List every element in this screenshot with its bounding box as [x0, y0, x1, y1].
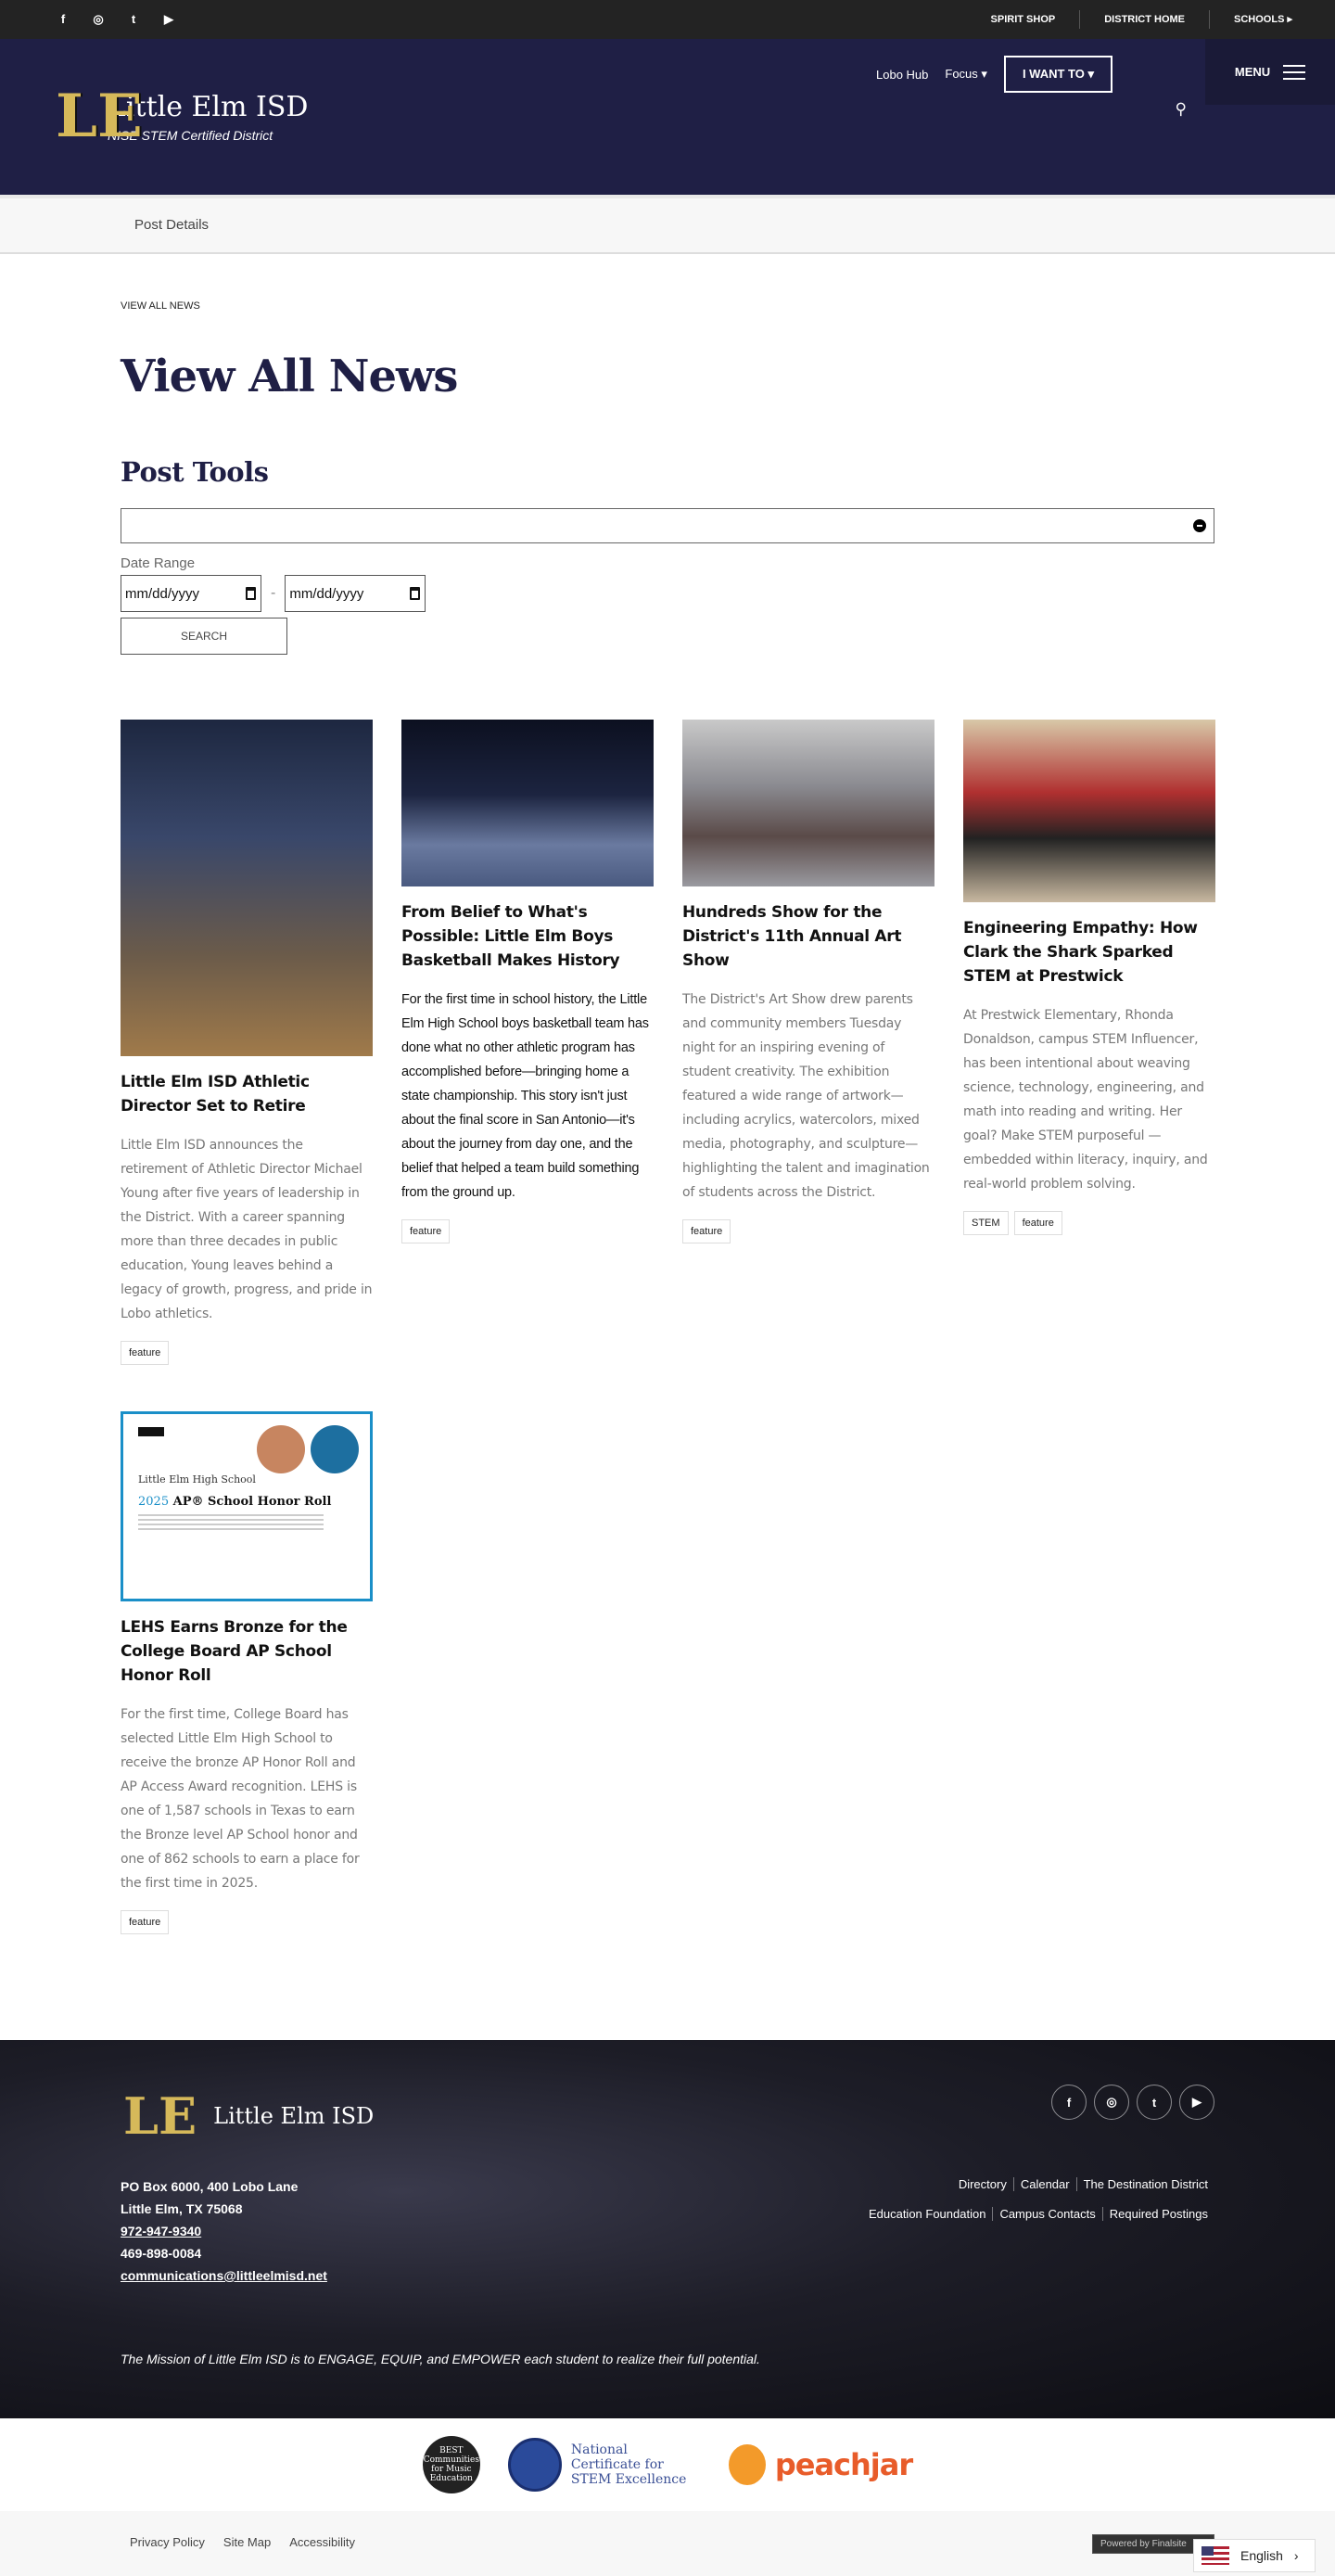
news-image[interactable]	[682, 720, 934, 886]
directory-link[interactable]: Directory	[958, 2177, 1007, 2191]
news-title[interactable]: LEHS Earns Bronze for the College Board AP School Honor Roll	[121, 1618, 348, 1685]
email-link[interactable]: communications@littleelmisd.net	[121, 2268, 327, 2283]
calendar-icon[interactable]	[410, 587, 420, 600]
tag[interactable]: feature	[121, 1341, 169, 1365]
chevron-right-icon: ›	[1293, 2548, 1299, 2563]
news-grid	[121, 720, 1214, 1981]
destination-district-link[interactable]: The Destination District	[1076, 2177, 1214, 2191]
education-foundation-link[interactable]: Education Foundation	[868, 2207, 986, 2221]
start-date-input[interactable]: mm/dd/yyyy	[121, 575, 261, 612]
calendar-link[interactable]: Calendar	[1013, 2177, 1076, 2191]
footer-links	[862, 2170, 1214, 2229]
tag[interactable]: feature	[121, 1910, 169, 1934]
news-title[interactable]: Little Elm ISD Athletic Director Set to Retire	[121, 1073, 310, 1116]
post-tools-heading: Post Tools	[121, 456, 269, 488]
search-icon[interactable]: ⚲	[1175, 100, 1187, 118]
search-button[interactable]: SEARCH	[121, 618, 287, 655]
tag[interactable]: feature	[401, 1219, 450, 1243]
footer-social	[1051, 2085, 1214, 2120]
powered-by-finalsite[interactable]: Powered by Finalsite	[1092, 2534, 1214, 2554]
youtube-icon[interactable]: ▶	[164, 12, 173, 26]
address-line: PO Box 6000, 400 Lobo Lane	[121, 2179, 299, 2194]
footer-district-name: Little Elm ISD	[213, 2103, 375, 2129]
privacy-policy-link[interactable]: Privacy Policy	[130, 2535, 205, 2549]
home-logo-link[interactable]	[48, 78, 308, 156]
image-caption: AP® School Honor Roll	[172, 1495, 332, 1509]
language-label: English	[1240, 2548, 1283, 2563]
contact-info	[121, 2175, 327, 2287]
breadcrumb: Post Details	[0, 195, 1335, 254]
address-line: Little Elm, TX 75068	[121, 2201, 243, 2216]
schools-dropdown[interactable]: SCHOOLS ▸	[1209, 10, 1316, 29]
date-range-label: Date Range	[121, 555, 196, 571]
twitter-icon[interactable]: t	[131, 12, 136, 26]
us-flag-icon	[1202, 2546, 1229, 2565]
menu-label: MENU	[1234, 65, 1271, 79]
tag[interactable]: feature	[1014, 1211, 1062, 1235]
lobo-hub-link[interactable]: Lobo Hub	[876, 67, 929, 82]
calendar-icon[interactable]	[246, 587, 256, 600]
site-map-link[interactable]: Site Map	[222, 2535, 272, 2549]
campus-contacts-link[interactable]: Campus Contacts	[992, 2207, 1101, 2221]
news-title[interactable]: Engineering Empathy: How Clark the Shark Sparked STEM at Prestwick	[963, 919, 1198, 986]
page-title: View All News	[121, 351, 458, 402]
facebook-icon[interactable]: f	[1051, 2085, 1087, 2120]
nise-seal-icon	[508, 2438, 562, 2492]
district-tagline: NISE STEM Certified District	[108, 128, 273, 143]
peach-icon	[729, 2444, 766, 2485]
news-summary: The District's Art Show drew parents and community members Tuesday night for an inspiring evening of student creativity. The exhibition featured a wide range of artwork—including acrylics, watercolors, mixed media, photography, and sculpture—highlighting the talent and imagination of students across the District.	[682, 992, 930, 1200]
accessibility-link[interactable]: Accessibility	[289, 2535, 356, 2549]
district-home-link[interactable]: DISTRICT HOME	[1079, 10, 1209, 29]
youtube-icon[interactable]: ▶	[1179, 2085, 1214, 2120]
required-postings-link[interactable]: Required Postings	[1102, 2207, 1214, 2221]
phone-link[interactable]: 972-947-9340	[121, 2224, 202, 2238]
section-eyebrow[interactable]: VIEW ALL NEWS	[121, 300, 200, 312]
best-communities-badge[interactable]: BEST Communities for Music Education	[423, 2436, 480, 2493]
nise-text: National Certificate for STEM Excellence	[570, 2442, 687, 2487]
footer-logo-mark: LE	[123, 2086, 197, 2146]
district-logo: LE	[56, 82, 143, 151]
peachjar-text: peachjar	[774, 2447, 913, 2482]
news-image[interactable]	[963, 720, 1215, 902]
tag[interactable]: STEM	[963, 1211, 1009, 1235]
mission-statement: The Mission of Little Elm ISD is to ENGAGE, EQUIP, and EMPOWER each student to realize their full potential.	[121, 2352, 760, 2366]
site-header	[0, 39, 1335, 195]
news-image[interactable]	[121, 1411, 373, 1601]
news-card	[682, 720, 934, 1243]
news-summary: At Prestwick Elementary, Rhonda Donaldson, campus STEM Influencer, has been intentional about weaving science, technology, engineering, and math into reading and writing. Her goal? Make STEM purposeful — embedded within literacy, inquiry, and real-world problem solving.	[963, 1008, 1208, 1192]
instagram-icon[interactable]: ◎	[1094, 2085, 1129, 2120]
social-links	[56, 12, 176, 27]
partner-logos	[0, 2418, 1335, 2511]
news-image[interactable]	[121, 720, 373, 1056]
dropdown-icon	[1193, 519, 1206, 532]
hamburger-icon	[1283, 65, 1305, 80]
nise-logo[interactable]	[508, 2438, 701, 2492]
news-image[interactable]	[401, 720, 654, 886]
image-caption: Little Elm High School	[138, 1473, 256, 1486]
i-want-to-dropdown[interactable]: I WANT TO ▾	[1004, 56, 1112, 93]
district-name: Little Elm ISD	[108, 91, 309, 123]
site-footer	[0, 2040, 1335, 2418]
footer-logo[interactable]	[123, 2086, 374, 2146]
twitter-icon[interactable]: t	[1137, 2085, 1172, 2120]
news-card	[121, 720, 373, 1365]
spirit-shop-link[interactable]: SPIRIT SHOP	[990, 14, 1056, 25]
news-title[interactable]: Hundreds Show for the District's 11th Annual Art Show	[682, 903, 902, 970]
language-selector[interactable]	[1193, 2539, 1316, 2572]
news-summary: For the first time in school history, the Little Elm High School boys basketball team has done what no other athletic program has accomplished before—bringing home a state championship. This story isn't just about the final score in San Antonio—it's about the journey from day one, and the belief that helped a team build something from the ground up.	[401, 992, 649, 1200]
news-summary: Little Elm ISD announces the retirement of Athletic Director Michael Young after five years of leadership in the District. With a career spanning more than three decades in public education, Young leaves behind a legacy of growth, progress, and pride in Lobo athletics.	[121, 1138, 373, 1321]
news-card	[121, 1411, 373, 1934]
image-caption: 2025	[138, 1495, 170, 1509]
date-separator: -	[271, 585, 276, 601]
category-select[interactable]	[121, 508, 1214, 543]
utility-bar	[0, 0, 1335, 39]
peachjar-logo[interactable]	[729, 2444, 912, 2485]
news-card	[963, 720, 1215, 1235]
focus-dropdown[interactable]: Focus ▾	[945, 67, 987, 81]
news-summary: For the first time, College Board has selected Little Elm High School to receive the bronze AP Honor Roll and AP Access Award recognition. LEHS is one of 1,587 schools in Texas to earn the Bronze level AP School honor and one of 862 schools to earn a place for the first time in 2025.	[121, 1707, 360, 1891]
facebook-icon[interactable]: f	[60, 12, 66, 26]
bottom-bar	[0, 2511, 1335, 2576]
tag[interactable]: feature	[682, 1219, 731, 1243]
news-title[interactable]: From Belief to What's Possible: Little Elm Boys Basketball Makes History	[401, 903, 620, 970]
instagram-icon[interactable]: ◎	[93, 12, 104, 26]
menu-button[interactable]	[1205, 39, 1335, 105]
news-card	[401, 720, 654, 1243]
fax-number: 469-898-0084	[121, 2246, 202, 2261]
end-date-input[interactable]: mm/dd/yyyy	[285, 575, 426, 612]
